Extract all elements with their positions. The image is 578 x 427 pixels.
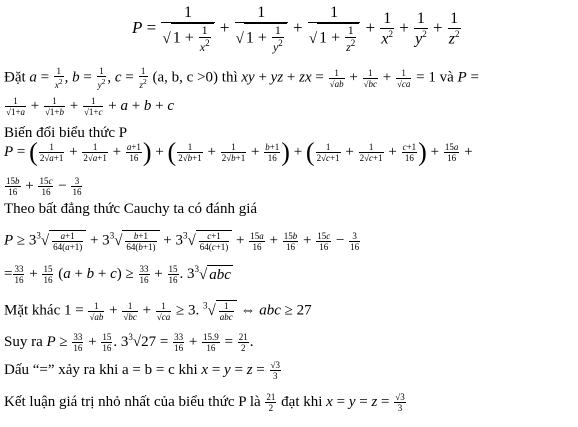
line-p-sum: $\frac{1}{√1+a}$ + $\frac{1}{√1+b}$ + $\frac{1}{√1+c}$ + a + b + c xyxy=(6,96,175,117)
formula-p-definition: P = 1 √ 1 + $\frac{1}{x^2}$ + 1 √ 1 + $\frac{1}{y^2}$ + 1 √ 1 + $\frac{1}{z^2}$ + $\frac{1}{x^2}$ + $\frac{1}{y^2}$ + $\frac{1}{z^2}$ xyxy=(132,4,460,54)
line-mat-khac: Mặt khác 1 = $\frac{1}{√ab}$ + $\frac{1}{√bc}$ + $\frac{1}{√ca}$ ≥ 3. $^3$√ $\frac{1}{\text{abc}}$ ⇔ abc ≥ 27 xyxy=(4,300,312,322)
line-dau-bang: Dấu “=” xảy ra khi a = b = c khi x = y = z = $\frac{√3}{3}$ xyxy=(4,360,280,381)
line-suy-ra: Suy ra P ≥ $\frac{33}{16}$ + $\frac{15}{16}$ . $3^3√27$ = $\frac{33}{16}$ + $\frac{15.9}{16}$ = $\frac{21}{2}$ . xyxy=(4,332,254,354)
line-cauchy-ineq: $P \ge 3^3√$ $\frac{a+1}{64(a+1)}$ + $3^3√$ $\frac{b+1}{64(b+1)}$ + $3^3√$ $\frac{c+1}{64(c+1)}$ + $\frac{15a}{16}$ + $\frac{15b}{16}$ + $\frac{15c}{16}$ − $\frac{3}{16}$ xyxy=(4,230,360,252)
line-transform: P = ( $\frac{1}{2√a+1}$ + $\frac{1}{2√a+1}$ + $\frac{a+1}{16}$ ) + ( $\frac{1}{2√b+1}$ + $\frac{1}{2√b+1}$ + $\frac{b+1}{16}$ ) + ( $\frac{1}{2√c+1}$ + $\frac{1}{2√c+1}$ + $\frac{c+1}{16}$ ) + $\frac{15a}{16}$ + xyxy=(4,137,473,167)
line-cauchy-result: = $\frac{33}{16}$ + $\frac{15}{16}$ (a + b + c) ≥ $\frac{33}{16}$ + $\frac{15}{16}$ . $3^3√$ abc xyxy=(4,264,231,286)
bien-doi-heading: Biến đổi biểu thức P xyxy=(4,125,128,141)
line-ket-luan: Kết luận giá trị nhỏ nhất của biểu thức P là $\frac{21}{2}$ đạt khi x = y = z = $\frac{√3}{3}$ xyxy=(4,392,405,413)
cauchy-intro: Theo bất đẳng thức Cauchy ta có đánh giá xyxy=(4,201,258,217)
line-dat: Đặt a = $\frac{1}{x^2}$ , b = $\frac{1}{y^2}$ , c = $\frac{1}{z^2}$ (a, b, c >0) thì xy + yz + zx = $\frac{1}{√ab}$ + $\frac{1}{√bc}$ + $\frac{1}{√ca}$ = 1 và P = xyxy=(4,66,479,90)
line-transform-tail: $\frac{15b}{16}$ + $\frac{15c}{16}$ − $\frac{3}{16}$ xyxy=(6,176,82,197)
